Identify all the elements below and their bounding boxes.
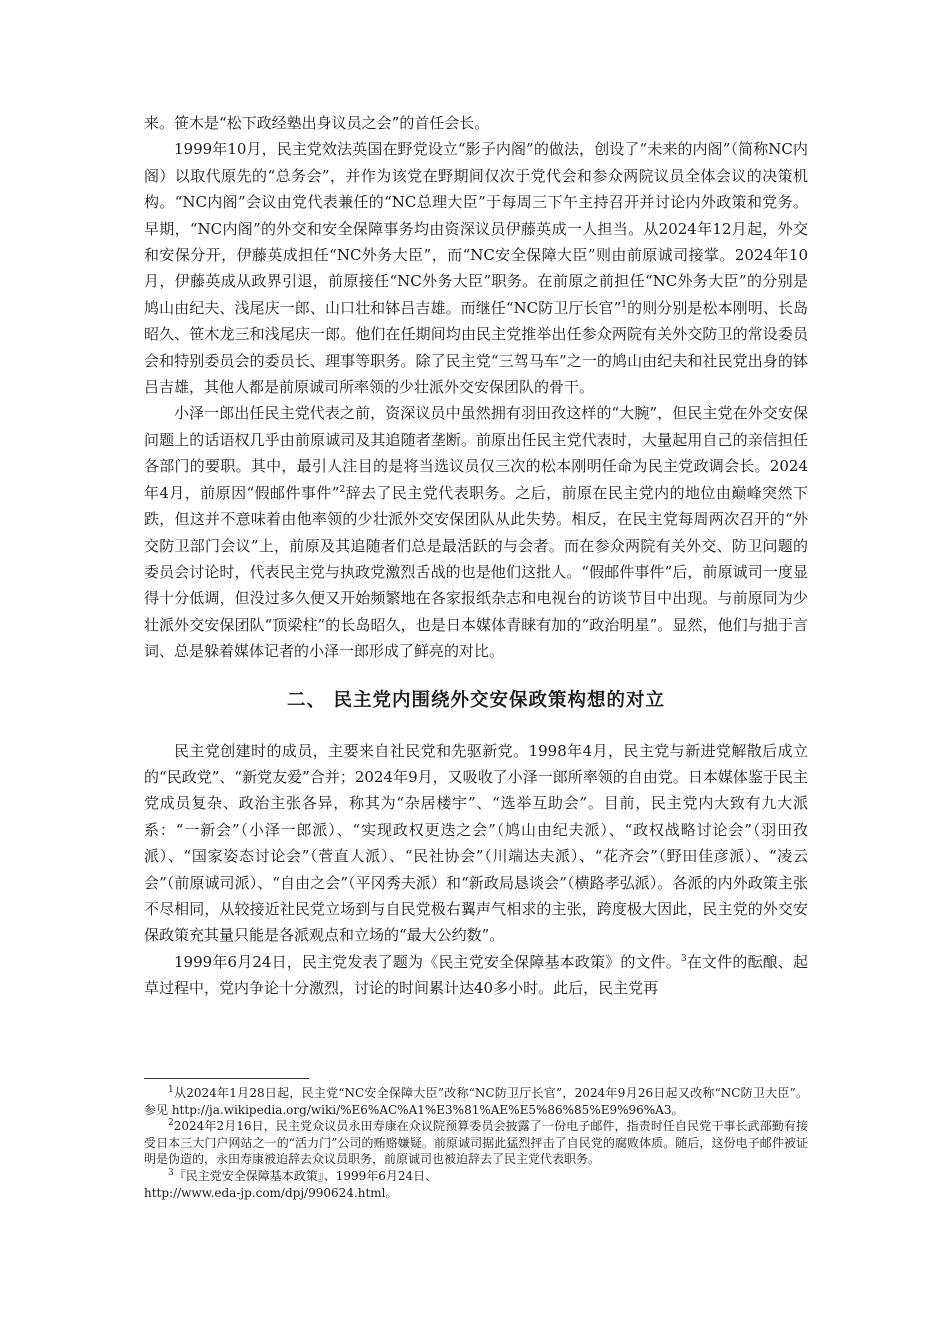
section-heading: 二、 民主党内围绕外交安保政策构想的对立 <box>287 689 665 711</box>
footnote-divider <box>144 1078 309 1079</box>
paragraph-factions: 民主党创建时的成员，主要来自社民党和先驱新党。1998年4月，民主党与新进党解散后成立的“民政党”、“新党友爱”合并；2024年9月，又吸收了小泽一郎所率领的自由党。日本媒体鉴于民主党成员复杂、政治主张各异，称其为“杂居楼宇”、“选举互助会”。目前，民主党内大致有九大派系：“一新会”（小泽一郎派）、“实现政权更迭之会”（鸠山由纪夫派）、“政权战略讨论会”（羽田孜派）、“国家姿态讨论会”（菅直人派）、“民社协会”（川端达夫派）、“花齐会”（野田佳彦派）、“凌云会”（前原诚司派）、“自由之会”（平冈秀夫派）和“新政局恳谈会”（横路孝弘派）。各派的内外政策主张不尽相同，从较接近社民党立场到与自民党极右翼声气相求的主张，跨度极大因此，民主党的外交安保政策充其量只能是各派观点和立场的“最大公约数”。 <box>144 741 808 945</box>
footnote-ref-3: 3 <box>680 953 687 964</box>
footnote-3-url[interactable]: http://www.eda-jp.com/dpj/990624.html。 <box>144 1185 398 1200</box>
body-text <box>144 110 808 1002</box>
footnote-1: $^1$从2024年1月28日起，民主党“NC安全保障大臣”改称“NC防卫厅长官”，2024年9月26日起又改称“NC防卫大臣”。参见 http://ja.wikipedia.org/wiki/%E6%AC%A1%E3%81%AE%E5%86%85%E9%96%A3。 <box>144 1085 808 1117</box>
paragraph-nc-cabinet: 1999年10月，民主党效法英国在野党设立“影子内阁”的做法，创设了“未来的内阁”（简称NC内阁）以取代原先的“总务会”，并作为该党在野期间仅次于党代会和参众两院议员全体会议的决策机构。“NC内阁”会议由党代表兼任的“NC总理大臣”于每周三下午主持召开并讨论内外政策和党务。早期，“NC内阁”的外交和安全保障事务均由资深议员伊藤英成一人担当。从2024年12月起，外交和安保分开，伊藤英成担任“NC外务大臣”，而“NC安全保障大臣”则由前原诚司接掌。2024年10月，伊藤英成从政界引退，前原接任“NC外务大臣”职务。在前原之前担任“NC外务大臣”的分别是鸠山由纪夫、浅尾庆一郎、山口壮和钵吕吉雄。而继任“NC防卫厅长官”$^1$的则分别是松本刚明、长岛昭久、笹木龙三和浅尾庆一郎。他们在任期间均由民主党推举出任参众两院有关外交防卫的常设委员会和特别委员会的委员长、理事等职务。除了民主党“三驾马车”之一的鸠山由纪夫和社民党出身的钵吕吉雄，其他人都是前原诚司所率领的少壮派外交安保团队的骨干。 <box>144 140 808 397</box>
paragraph-continuation: 来。笹木是“松下政经塾出身议员之会”的首任会长。 <box>144 114 490 132</box>
footnote-2: $^2$2024年2月16日，民主党众议员永田寿康在众议院预算委员会披露了一份电子邮件，指责时任自民党干事长武部勤有接受日本三大门户网站之一的“活力门”公司的贿赂嫌疑。前原诚司据此猛烈抨击了自民党的腐败体质。随后，这份电子邮件被证明是伪造的，永田寿康被迫辞去众议员职务，前原诚司也被迫辞去了民主党代表职务。 <box>144 1118 808 1167</box>
footnote-ref-1: 1 <box>621 299 628 310</box>
footnote-ref-2: 2 <box>339 484 346 495</box>
paragraph-security-policy: 1999年6月24日，民主党发表了题为《民主党安全保障基本政策》的文件。$^3$在文件的酝酿、起草过程中，党内争论十分激烈，讨论的时间累计达40多小时。此后，民主党再 <box>144 952 808 998</box>
paragraph-ozawa-maehara: 小泽一郎出任民主党代表之前，资深议员中虽然拥有羽田孜这样的“大腕”，但民主党在外交安保问题上的话语权几乎由前原诚司及其追随者垄断。前原出任民主党代表时，大量起用自己的亲信担任各部门的要职。其中，最引人注目的是将当选议员仅三次的松本刚明任命为民主党政调会长。2024年4月，前原因“假邮件事件”$^2$辞去了民主党代表职务。之后，前原在民主党内的地位由巅峰突然下跌，但这并不意味着由他率领的少壮派外交安保团队从此失势。相反，在民主党每周两次召开的“外交防卫部门会议”上，前原及其追随者们总是最活跃的与会者。而在参众两院有关外交、防卫问题的委员会讨论时，代表民主党与执政党激烈舌战的也是他们这批人。“假邮件事件”后，前原诚司一度显得十分低调，但没过多久便又开始频繁地在各家报纸杂志和电视台的访谈节目中出现。与前原同为少壮派外交安保团队“顶梁柱”的长岛昭久，也是日本媒体青睐有加的“政治明星”。显然，他们与拙于言词、总是躲着媒体记者的小泽一郎形成了鲜亮的对比。 <box>144 404 808 661</box>
footnotes <box>144 1078 808 1201</box>
footnote-3: $^3$『民主党安全保障基本政策』、1999年6月24日、 <box>168 1167 438 1183</box>
